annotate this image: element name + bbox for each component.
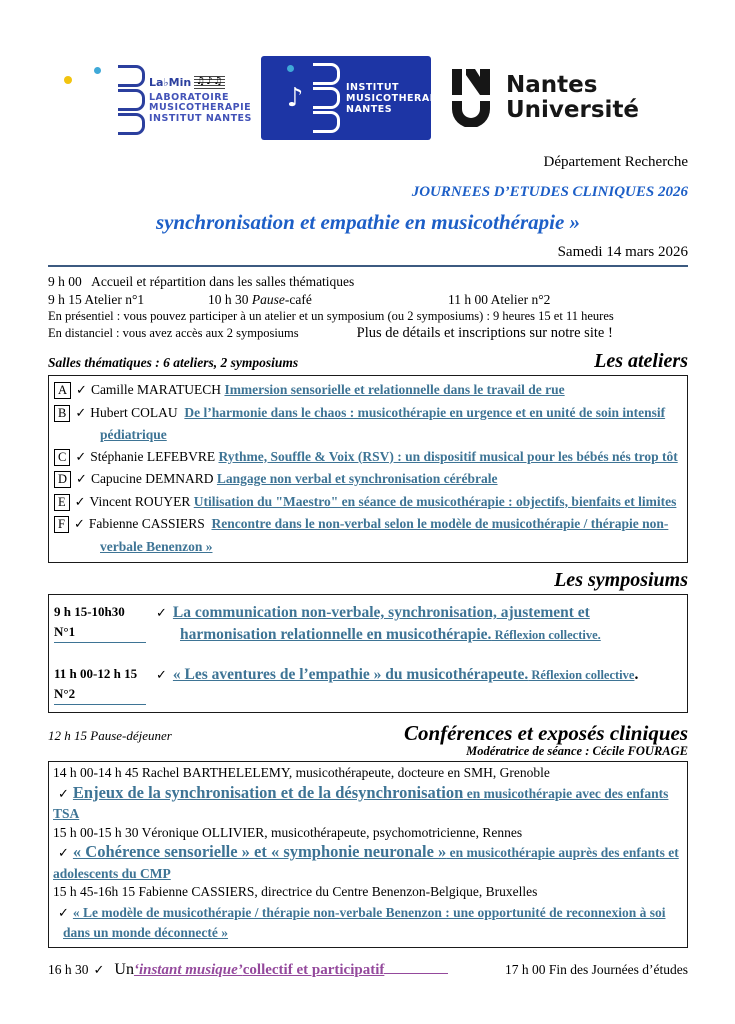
conference-title-link[interactable]: en musicothérapie avec des enfants TSA [53,785,669,821]
atelier-title-link[interactable]: Rythme, Souffle & Voix (RSV) : un dispositif musical pour les bébés nés trop tôt [218,448,678,464]
laboratoire-musicotherapie-logo [74,56,252,140]
check-icon: ✓ [75,449,87,465]
symposium-1 [54,602,680,646]
check-icon: ✓ [76,472,87,487]
conference-title-link[interactable]: « Cohérence sensorielle » et « symphonie neuronale » [72,842,447,861]
page-title: synchronisation et empathie en musicothérapie » [155,210,581,234]
university-name-line: Nantes [506,72,598,98]
check-icon: ✓ [73,517,85,532]
department-label: Département Recherche [543,154,688,170]
schedule-intro [48,273,688,342]
conferences-box [48,761,688,948]
speaker-name: Fabienne CASSIERS [88,516,205,531]
slot-pause-cafe: 10 h 30 Pause-café [208,292,312,307]
logo-text-line: INSTITUT NANTES [149,112,252,124]
colorful-music-note-icon [269,72,321,124]
event-title: JOURNEES D’ETUDES CLINIQUES 2026 [411,184,688,200]
symposium-number: N°2 [54,684,146,705]
symposium-2: 11 h 00-12 h 15 N°2 ✓ « Les aventures de l’empathie » du musicothérapeute. Réflexion collective. [54,664,680,705]
distanciel-note: En distanciel : vous avez accès aux 2 symposiums [48,326,299,340]
conference-entry-3 [53,883,681,943]
nantes-universite-logo [450,56,639,140]
logo-text-line: INSTITUT [346,81,400,93]
registration-note: Plus de détails et inscriptions sur notre site ! [356,325,613,341]
schedule-line-2 [48,291,688,308]
room-letter: F [54,516,69,533]
symposiums-heading: Les symposiums [554,569,688,591]
time-label: 9 h 00 [48,274,82,289]
presentiel-note: En présentiel : vous pouvez participer à un atelier et un symposium (ou 2 symposiums) : 9 heures 15 et 11 heures [48,309,614,323]
symposium-time: 11 h 00-12 h 15 [54,666,138,681]
conference-speaker: 15 h 45-16h 15 Fabienne CASSIERS, directrice du Centre Benenzon-Belgique, Bruxelles [53,884,538,899]
logo-text-line: MUSICOTHERAPIE [149,102,252,114]
logo-text-line: LABORATOIRE [149,91,230,103]
underline-extension [384,961,448,974]
logo-text-line: MUSICOTHERAPIE [346,92,449,104]
speaker-name: Vincent ROUYER [89,493,191,509]
slot-atelier-1: 9 h 15 Atelier n°1 [48,292,145,307]
atelier-item-c [54,446,680,469]
closing-text: Un [114,960,134,978]
speaker-name: Camille MARATUECH [90,382,222,397]
check-icon: ✓ [76,383,87,398]
institut-musicotherapie-logo [261,56,449,140]
symposium-title-link[interactable]: « Les aventures de l’empathie » du musicothérapeute. [172,666,529,683]
conference-speaker: 14 h 00-14 h 45 Rachel BARTHELELEMY, musicothérapeute, docteure en SMH, Grenoble [53,765,550,780]
schedule-text: Accueil et répartition dans les salles thématiques [91,274,355,289]
atelier-title-link[interactable]: Langage non verbal et synchronisation cérébrale [216,471,498,486]
music-staff-icon: ♫♪♫ [194,76,225,90]
room-letter: D [54,471,71,488]
salles-caption: Salles thématiques : 6 ateliers, 2 symposiums [48,355,299,370]
conference-title-link[interactable]: Enjeux de la synchronisation et de la désynchronisation [72,782,464,802]
room-letter: B [54,405,70,422]
conference-title-link[interactable]: en musicothérapie auprès des enfants et adolescents du CMP [53,845,679,881]
check-icon: ✓ [58,786,69,802]
atelier-item-e [54,491,680,514]
check-icon: ✓ [58,905,69,921]
check-icon: ✓ [74,494,86,510]
conference-speaker: 15 h 00-15 h 30 Véronique OLLIVIER, musicothérapeute, psychomotricienne, Rennes [53,824,523,840]
end-of-day-label: 17 h 00 Fin des Journées d’études [505,961,688,977]
atelier-item-f [54,513,680,557]
check-icon: ✓ [75,405,87,421]
room-letter: E [54,494,70,511]
symposium-note: Réflexion collective [528,668,635,682]
atelier-title-link[interactable]: Rencontre dans le non-verbal selon le modèle de musicothérapie / thérapie non-verbale Benenzon » [100,516,669,554]
labmin-brand: La♭Min [149,76,192,90]
dot-icon [64,76,72,84]
atelier-title-link[interactable]: Immersion sensorielle et relationnelle dans le travail de rue [224,382,565,397]
atelier-title-link[interactable]: Utilisation du "Maestro" en séance de musicothérapie : objectifs, bienfaits et limites [193,493,677,509]
atelier-item-b [54,402,680,446]
room-letter: A [54,382,71,399]
logo-text-line: NANTES [346,103,393,115]
conference-entry-1 [53,764,681,824]
instant-musique-link[interactable]: collectif et participatif [242,961,385,978]
symposium-note: Réflexion collective. [491,628,601,642]
conferences-heading: Conférences et exposés cliniques [403,721,688,745]
speaker-name: Stéphanie LEFEBVRE [90,448,216,464]
ateliers-heading: Les ateliers [594,350,688,372]
slot-atelier-2: 11 h 00 Atelier n°2 [448,292,551,307]
ateliers-box [48,375,688,563]
speaker-name: Hubert COLAU [90,404,178,420]
atelier-item-a [54,379,680,402]
check-icon: ✓ [58,846,69,861]
schedule-line-1 [48,273,688,290]
atelier-item-d [54,468,680,491]
pause-dejeuner-label: 12 h 15 Pause-déjeuner [48,728,172,743]
dot-icon [94,67,101,74]
moderator-label: Modératrice de séance : Cécile FOURAGE [466,744,688,758]
atelier-title-link[interactable]: De l’harmonie dans le chaos : musicothérapie en urgence et en unité de soin intensif pédiatrique [100,404,666,442]
symposium-title-link[interactable]: La communication non-verbale, synchronisation, ajustement et harmonisation relationnelle en musicothérapie. [172,604,590,643]
conference-title-link[interactable]: « Le modèle de musicothérapie / thérapie non-verbale Benenzon : une opportunité de reconnexion à soi dans un monde déconnecté » [63,904,666,940]
time-label: 16 h 30 [48,961,89,977]
conference-entry-2 [53,824,681,884]
dot-icon [287,65,294,72]
event-date: Samedi 14 mars 2026 [48,244,688,267]
colorful-music-note-icon [74,74,126,126]
room-letter: C [54,449,70,466]
nu-monogram-icon [450,69,496,127]
symposiums-box [48,594,688,713]
university-name-line: Université [506,97,640,123]
symposium-number: N°1 [54,622,146,643]
logos-row [74,56,688,140]
symposium-time: 9 h 15-10h30 [54,604,125,619]
check-icon: ✓ [93,962,105,978]
check-icon: ✓ [156,606,167,621]
instant-musique-link[interactable]: ‘instant musique’ [133,961,243,978]
speaker-name: Capucine DEMNARD [90,471,214,486]
check-icon: ✓ [156,668,167,683]
closing-row [48,961,688,979]
